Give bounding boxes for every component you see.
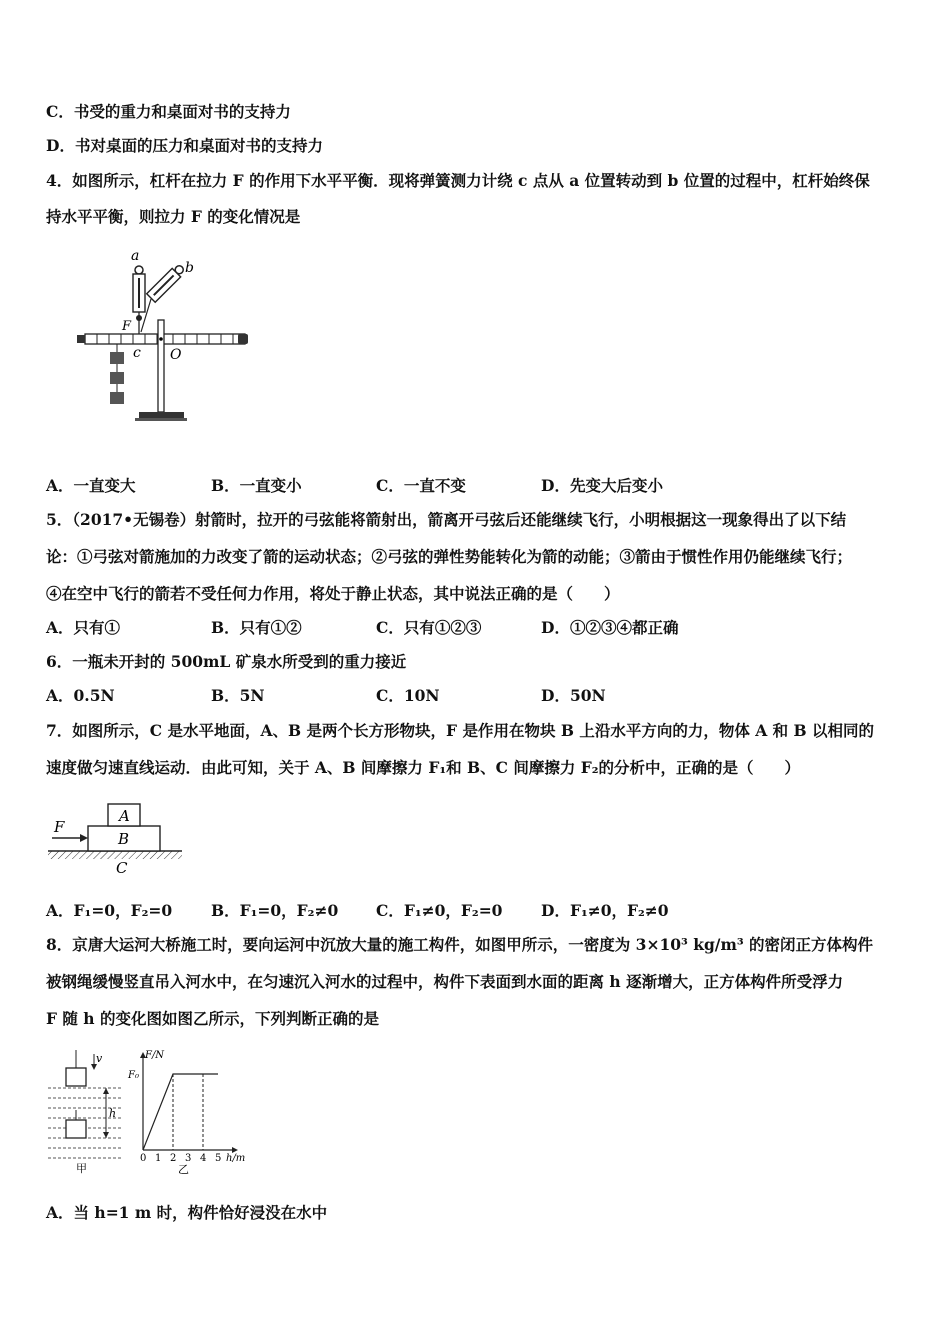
q6-option-d: D．50N	[541, 686, 606, 705]
q8-f0-label: F₀	[128, 1070, 139, 1081]
q3-option-d: D．书对桌面的压力和桌面对书的支持力	[46, 136, 323, 155]
q8-tick-4: 4	[200, 1153, 207, 1164]
q6-option-a: A．0.5N	[46, 686, 115, 705]
q7-blocks-figure	[46, 800, 186, 878]
q5-option-d: D．①②③④都正确	[541, 618, 679, 637]
q8-tick-2: 2	[170, 1153, 177, 1164]
q7-option-b: B．F₁=0，F₂≠0	[211, 901, 339, 920]
q8-label-v: v	[96, 1052, 103, 1065]
q5-stem-line1: 5．（2017•无锡卷）射箭时，拉开的弓弦能将箭射出，箭离开弓弦后还能继续飞行，小明根据这一现象得出了以下结	[46, 510, 847, 529]
q7-label-a: A	[119, 807, 130, 825]
q6-stem: 6．一瓶未开封的 500mL 矿泉水所受到的重力接近	[46, 652, 407, 671]
q4-label-f: F	[122, 319, 132, 334]
q5-option-a: A．只有①	[46, 618, 121, 637]
q7-stem-line2: 速度做匀速直线运动．由此可知，关于 A、B 间摩擦力 F₁和 B、C 间摩擦力 F₂的分析中，正确的是（ ）	[46, 758, 801, 777]
q7-option-c: C．F₁≠0，F₂=0	[376, 901, 503, 920]
q8-stem-line3: F 随 h 的变化图如图乙所示，下列判断正确的是	[46, 1009, 379, 1028]
q8-stem-line1: 8．京唐大运河大桥施工时，要向运河中沉放大量的施工构件，如图甲所示，一密度为 3×10³ kg/m³ 的密闭正方体构件	[46, 935, 874, 954]
q8-tick-1: 1	[155, 1153, 162, 1164]
q5-option-b: B．只有①②	[211, 618, 302, 637]
q4-option-b: B．一直变小	[211, 476, 302, 495]
q5-option-c: C．只有①②③	[376, 618, 482, 637]
q8-stem-line2: 被钢绳缓慢竖直吊入河水中，在匀速沉入河水的过程中，构件下表面到水面的距离 h 逐渐增大，正方体构件所受浮力	[46, 972, 844, 991]
q4-label-c: c	[133, 345, 141, 361]
q6-option-b: B．5N	[211, 686, 265, 705]
q8-y-axis-label: F/N	[145, 1050, 165, 1061]
q8-label-yi: 乙	[178, 1163, 189, 1176]
q8-x-axis-label: h/m	[226, 1153, 246, 1164]
q4-option-c: C．一直不变	[376, 476, 466, 495]
q8-label-h: h	[109, 1107, 117, 1120]
q7-option-d: D．F₁≠0，F₂≠0	[541, 901, 669, 920]
q8-figure-yi-graph	[128, 1048, 246, 1176]
q7-stem-line1: 7．如图所示，C 是水平地面，A、B 是两个长方形物块，F 是作用在物块 B 上沿水平方向的力，物体 A 和 B 以相同的	[46, 721, 875, 740]
q7-label-f: F	[54, 818, 65, 836]
q7-label-c: C	[116, 859, 128, 877]
q7-label-b: B	[118, 830, 130, 848]
q5-stem-line3: ④在空中飞行的箭若不受任何力作用，将处于静止状态，其中说法正确的是（ ）	[46, 584, 620, 603]
q8-figure-jia	[46, 1048, 124, 1176]
q8-tick-5: 5	[215, 1153, 222, 1164]
q4-label-b: b	[185, 260, 194, 276]
q5-stem-line2: 论：①弓弦对箭施加的力改变了箭的运动状态；②弓弦的弹性势能转化为箭的动能；③箭由于惯性作用仍能继续飞行；	[46, 547, 853, 566]
q4-stem-line2: 持水平平衡，则拉力 F 的变化情况是	[46, 207, 301, 226]
q3-option-c: C．书受的重力和桌面对书的支持力	[46, 102, 291, 121]
q8-tick-0: 0	[140, 1153, 147, 1164]
q7-option-a: A．F₁=0，F₂=0	[46, 901, 173, 920]
q4-option-d: D．先变大后变小	[541, 476, 663, 495]
q8-label-jia: 甲	[76, 1162, 87, 1175]
q4-option-a: A．一直变大	[46, 476, 136, 495]
q8-series-line	[143, 1074, 218, 1150]
q4-label-o: O	[170, 347, 182, 363]
q6-option-c: C．10N	[376, 686, 440, 705]
q4-stem-line1: 4．如图所示，杠杆在拉力 F 的作用下水平平衡．现将弹簧测力计绕 c 点从 a 位置转动到 b 位置的过程中，杠杆始终保	[46, 171, 870, 190]
q4-lever-figure	[75, 248, 255, 433]
q4-label-a: a	[131, 248, 140, 264]
q8-option-a: A．当 h=1 m 时，构件恰好浸没在水中	[46, 1203, 328, 1222]
q8-tick-3: 3	[185, 1153, 192, 1164]
